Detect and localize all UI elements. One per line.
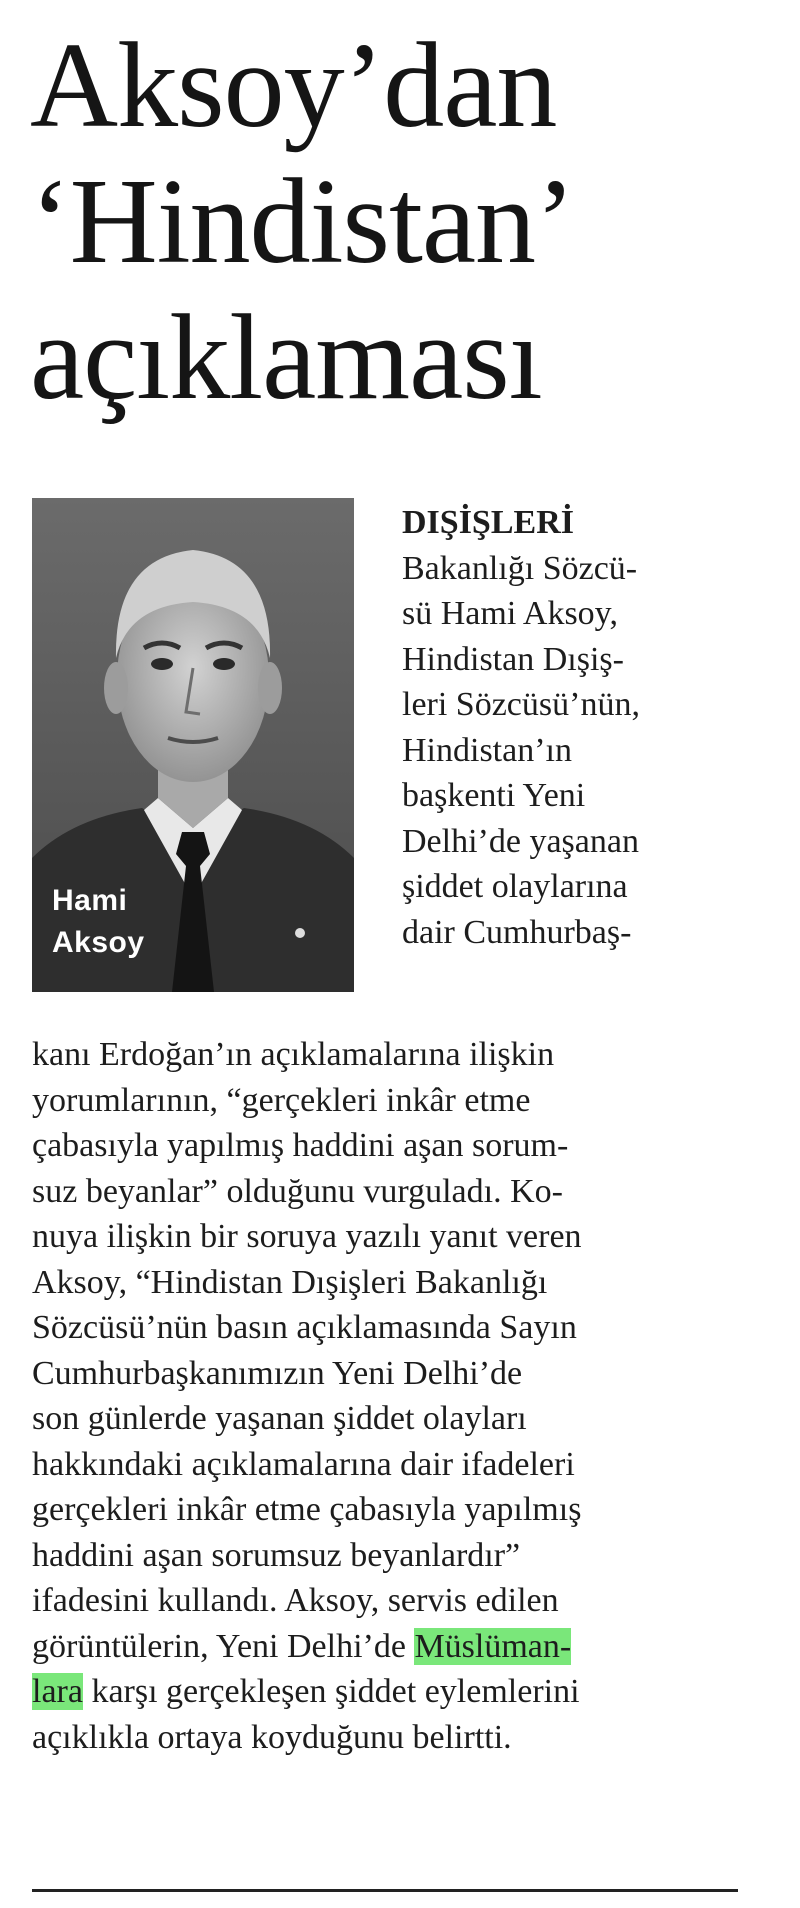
highlighted-text-line (32, 1669, 792, 1715)
caption-last-name: Aksoy (52, 926, 145, 959)
headline-line-2: ‘Hindistan’ (30, 154, 575, 289)
text-line: açıklıkla ortaya koyduğunu belirtti. (32, 1718, 512, 1756)
text-line: sü Hami Aksoy, (402, 595, 618, 632)
text-line: çabasıyla yapılmış haddini aşan sorum- (32, 1127, 569, 1164)
text-line: ifadesini kullandı. Aksoy, servis edilen (32, 1582, 559, 1619)
text-line: Cumhurbaşkanımızın Yeni Delhi’de (32, 1354, 523, 1392)
text-line: kanı Erdoğan’ın açıklamalarına ilişkin (32, 1036, 555, 1073)
text-line: suz beyanlar” olduğunu vurguladı. Ko- (32, 1172, 563, 1210)
text-segment: karşı gerçekleşen şiddet eylemlerini (82, 1673, 580, 1710)
headline-line-1: Aksoy’dan (30, 18, 557, 153)
portrait-photo (32, 498, 354, 992)
lead-word: DIŞİŞLERİ (402, 504, 574, 541)
article-column-text (402, 500, 782, 955)
photo-caption (52, 880, 145, 964)
text-line: Sözcüsü’nün basın açıklamasında Sayın (32, 1309, 577, 1346)
headline (30, 18, 790, 426)
text-line: son günlerde yaşanan şiddet olayları (32, 1400, 527, 1437)
text-line: Delhi’de yaşanan (402, 822, 639, 860)
headline-line-3: açıklaması (30, 290, 542, 425)
bottom-rule (32, 1889, 738, 1892)
text-line: Bakanlığı Sözcü- (402, 549, 638, 587)
highlighted-text-line (32, 1624, 792, 1670)
text-segment: görüntülerin, Yeni Delhi’de (32, 1627, 415, 1665)
keyword-highlight: lara (32, 1673, 83, 1710)
keyword-highlight: Müslüman- (414, 1627, 572, 1665)
text-line: yorumlarının, “gerçekleri inkâr etme (32, 1081, 531, 1119)
text-line: Aksoy, “Hindistan Dışişleri Bakanlığı (32, 1263, 548, 1301)
text-line: başkenti Yeni (402, 777, 586, 814)
text-line: dair Cumhurbaş- (402, 913, 632, 951)
text-line: gerçekleri inkâr etme çabasıyla yapılmış (32, 1491, 582, 1528)
text-line: Hindistan Dışiş- (402, 640, 624, 678)
caption-first-name: Hami (52, 884, 128, 917)
text-line: hakkındaki açıklamalarına dair ifadeleri (32, 1445, 575, 1483)
text-line: nuya ilişkin bir soruya yazılı yanıt veren (32, 1218, 582, 1255)
text-line: leri Sözcüsü’nün, (402, 686, 640, 723)
text-line: şiddet olaylarına (402, 868, 628, 905)
article-body-text (32, 1032, 792, 1760)
text-line: haddini aşan sorumsuz beyanlardır” (32, 1536, 521, 1574)
text-line: Hindistan’ın (402, 731, 572, 769)
